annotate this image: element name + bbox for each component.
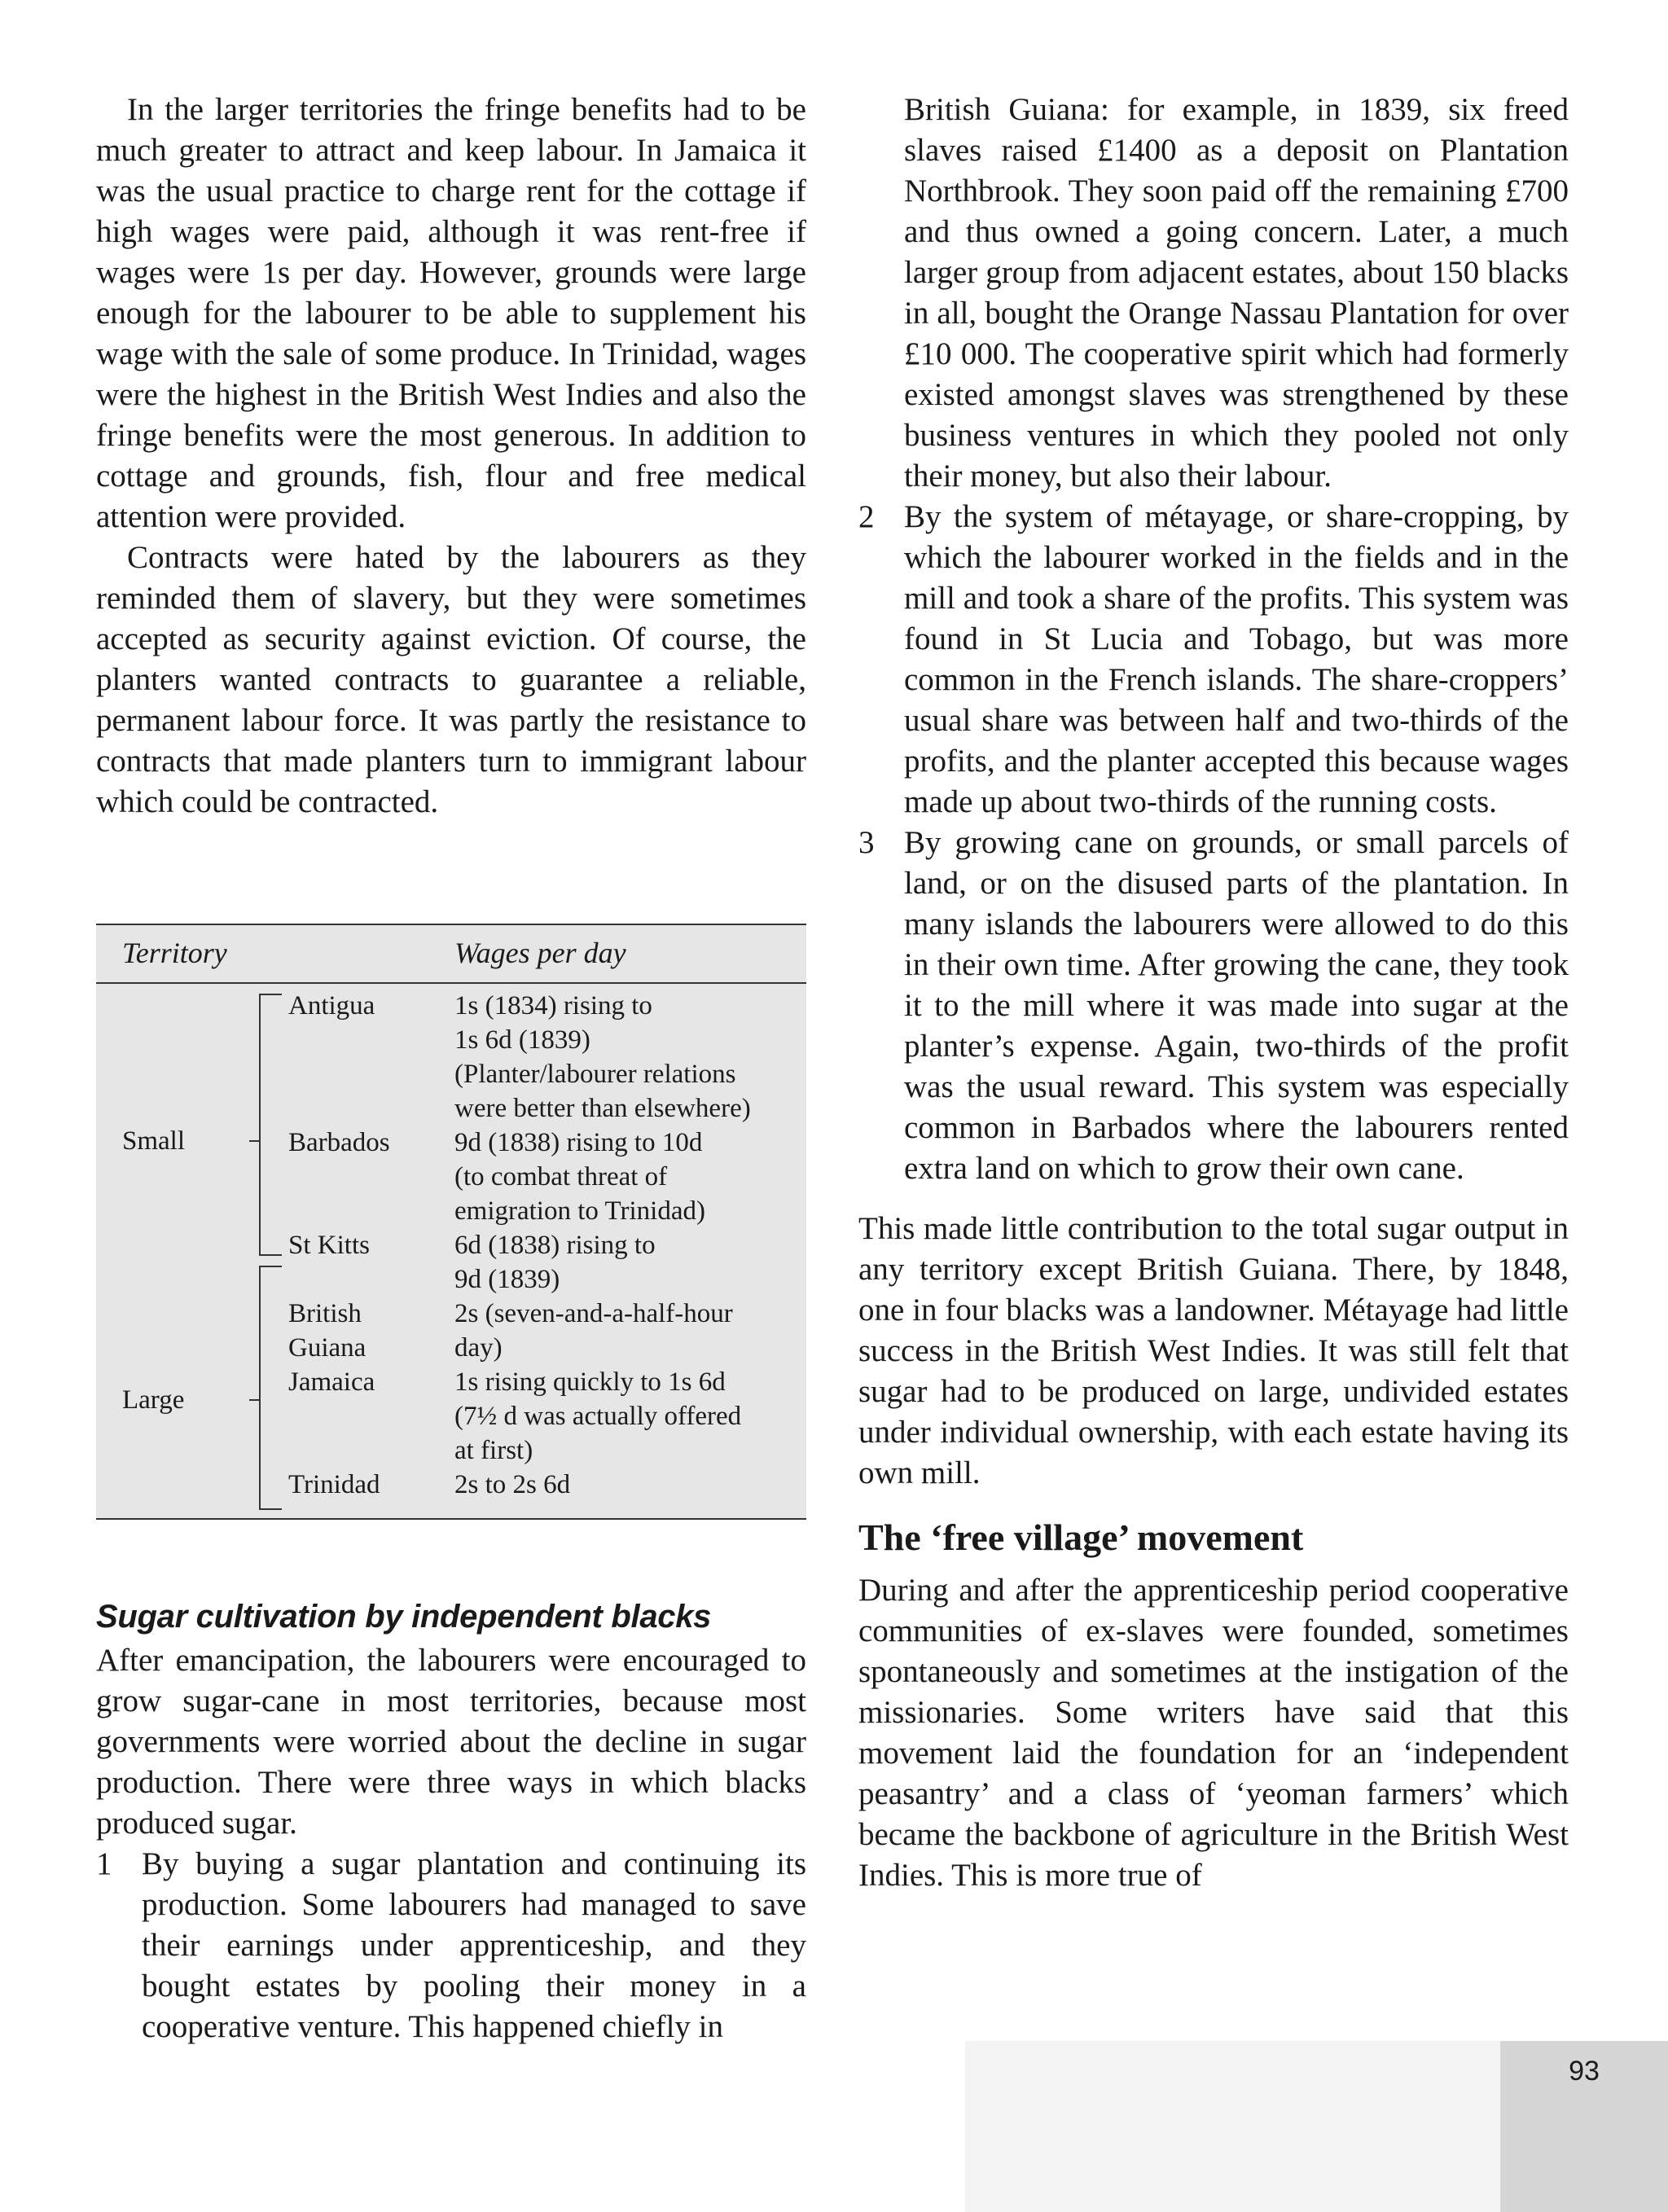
territory-name-line2: Guiana [288,1333,367,1363]
subheading-sugar-cultivation: Sugar cultivation by independent blacks [96,1599,712,1635]
wage-line: emigration to Trinidad) [454,1196,705,1226]
territory-name: St Kitts [288,1231,370,1260]
header-wages: Wages per day [454,937,626,969]
heading-free-village: The ‘free village’ movement [858,1516,1304,1558]
bracket-small [259,994,261,1256]
table-header [96,925,806,984]
wage-line: 6d (1838) rising to [454,1231,656,1260]
header-territory: Territory [122,937,227,969]
left-column-top [96,90,806,823]
wage-line: day) [454,1333,503,1363]
list-item-1 [96,1844,806,2047]
wage-line: 1s 6d (1839) [454,1025,590,1055]
list-number: 3 [858,825,875,860]
left-column-bottom [96,1596,806,2047]
list-item-2 [858,497,1569,823]
list-number: 1 [96,1846,112,1881]
wage-line: (Planter/labourer relations [454,1060,736,1089]
paragraph-free-village: During and after the apprenticeship period cooperative communities of ex-slaves were founded, sometimes spontaneously and sometimes at the instigation of the missionaries. Some writers have said that this movement laid the foundation for an ‘independent peasantry’ and a class of ‘yeoman farmers’ which became the backbone of agriculture in the British West Indies. This is more true of [858,1573,1569,1893]
wage-line: 9d (1838) rising to 10d [454,1128,703,1157]
wages-table [96,924,806,1520]
wage-line: 1s (1834) rising to [454,991,652,1020]
territory-name: Barbados [288,1128,390,1157]
wage-line: (7½ d was actually offered [454,1402,742,1431]
list-item-1-continued [858,90,1569,497]
paragraph-little-contribution: This made little contribution to the total sugar output in any territory except British Guiana. There, by 1848, one in four blacks was a landowner. Métayage had little success in the British West Indies. It was still felt that sugar had to be produced on large, undivided estates under individual ownership, with each estate having its own mill. [858,1211,1569,1490]
territory-name: Jamaica [288,1367,375,1397]
right-column [858,90,1569,1896]
territory-name: Antigua [288,991,375,1020]
bracket-small-tick [249,1140,259,1142]
list-item-text: By growing cane on grounds, or small parcels of land, or on the disused parts of the plantation. In many islands the labourers were allowed to do this in their own time. After growing the cane, they took it to the mill where it was made into sugar at the planter’s expense. Again, two-thirds of the profit was the usual reward. This system was especially common in Barbados where the labourers rented extra land on which to grow their own cane. [904,825,1569,1186]
wage-line: were better than elsewhere) [454,1094,751,1123]
group-large-label: Large [122,1385,185,1415]
list-item-text: By buying a sugar plantation and continuing its production. Some labourers had managed to save their earnings under apprenticeship, and they bought estates by pooling their money in a cooperative venture. This happened chiefly in [142,1846,806,2044]
wage-line: 2s (seven-and-a-half-hour [454,1299,733,1328]
list-item-text: British Guiana: for example, in 1839, six freed slaves raised £1400 as a deposit on Plantation Northbrook. They soon paid off the remaining £700 and thus owned a going concern. Later, a much larger group from adjacent estates, about 150 blacks in all, bought the Orange Nassau Plantation for over £10 000. The cooperative spirit which had formerly existed amongst slaves was strengthened by these business ventures in which they pooled not only their money, but also their labour. [904,92,1569,494]
wage-line: 9d (1839) [454,1265,560,1294]
list-number: 2 [858,499,875,534]
wage-line: (to combat threat of [454,1162,668,1192]
wage-line: at first) [454,1436,533,1465]
paragraph-contracts: Contracts were hated by the labourers as they reminded them of slavery, but they were sometimes accepted as security against eviction. Of course, the planters wanted contracts to guarantee a reliable, permanent labour force. It was partly the resistance to contracts that made planters turn to immigrant labour which could be contracted. [96,540,806,819]
paragraph-fringe-benefits: In the larger territories the fringe benefits had to be much greater to attract and keep labour. In Jamaica it was the usual practice to charge rent for the cottage if high wages were paid, although it was rent-free if wages were 1s per day. However, grounds were large enough for the labourer to be able to supplement his wage with the sale of some produce. In Trinidad, wages were the highest in the British West Indies and also the fringe benefits were the most generous. In addition to cottage and grounds, fish, flour and free medical attention were provided. [96,92,806,534]
bracket-large-tick [249,1399,259,1401]
wage-line: 2s to 2s 6d [454,1470,571,1499]
territory-name: Trinidad [288,1470,380,1499]
list-item-text: By the system of métayage, or share-cropping, by which the labourer worked in the fields and in the mill and took a share of the profits. This system was found in St Lucia and Tobago, but was more common in the French islands. The share-croppers’ usual share was between half and two-thirds of the profits, and the planter accepted this because wages made up about two-thirds of the running costs. [904,499,1569,819]
page-number: 93 [1569,2056,1600,2087]
page-number-box [1500,2041,1668,2212]
paragraph-after-emancipation: After emancipation, the labourers were encouraged to grow sugar-cane in most territories, because most governments were worried about the decline in sugar production. There were three ways in which blacks produced sugar. [96,1643,806,1841]
wage-line: 1s rising quickly to 1s 6d [454,1367,726,1397]
group-small-label: Small [122,1126,186,1156]
footer-strip [965,2041,1500,2212]
list-item-3 [858,823,1569,1189]
territory-name: British [288,1299,362,1328]
bracket-large [259,1266,261,1510]
